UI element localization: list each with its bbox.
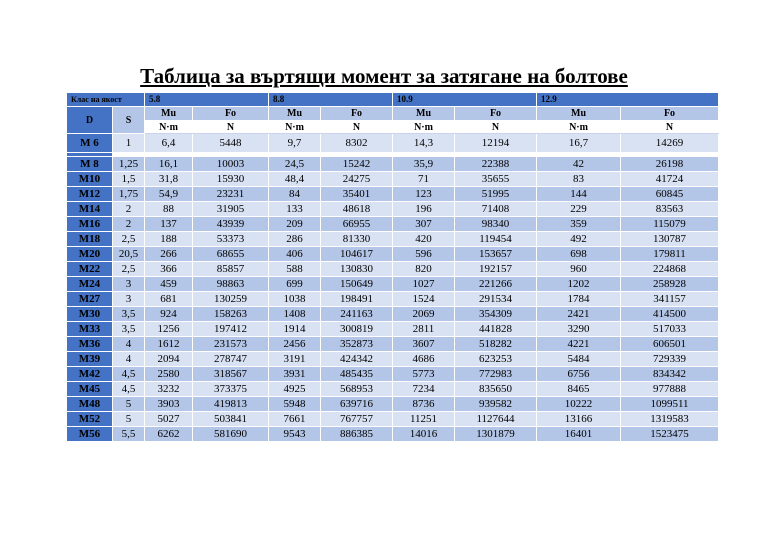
cell-mu-8-8: 7661 xyxy=(269,412,321,427)
header-mu-10-9: Mu xyxy=(393,107,455,121)
cell-mu-5-8: 2094 xyxy=(145,352,193,367)
cell-fo-10-9: 119454 xyxy=(455,232,537,247)
cell-mu-5-8: 6,4 xyxy=(145,134,193,153)
cell-fo-5-8: 10003 xyxy=(193,157,269,172)
cell-s: 1,5 xyxy=(113,172,145,187)
cell-fo-10-9: 354309 xyxy=(455,307,537,322)
cell-mu-12-9: 492 xyxy=(537,232,621,247)
cell-fo-8-8: 81330 xyxy=(321,232,393,247)
cell-fo-12-9: 1319583 xyxy=(621,412,719,427)
cell-mu-8-8: 1038 xyxy=(269,292,321,307)
unit-mu-12-9: N·m xyxy=(537,121,621,134)
cell-fo-10-9: 518282 xyxy=(455,337,537,352)
cell-fo-12-9: 606501 xyxy=(621,337,719,352)
cell-s: 20,5 xyxy=(113,247,145,262)
cell-s: 3,5 xyxy=(113,322,145,337)
cell-fo-10-9: 1301879 xyxy=(455,427,537,442)
cell-s: 5 xyxy=(113,397,145,412)
cell-mu-5-8: 266 xyxy=(145,247,193,262)
cell-fo-12-9: 729339 xyxy=(621,352,719,367)
cell-fo-10-9: 98340 xyxy=(455,217,537,232)
cell-mu-10-9: 4686 xyxy=(393,352,455,367)
cell-s: 4 xyxy=(113,337,145,352)
cell-mu-8-8: 9,7 xyxy=(269,134,321,153)
page-title xyxy=(0,64,768,88)
cell-fo-5-8: 373375 xyxy=(193,382,269,397)
cell-mu-5-8: 366 xyxy=(145,262,193,277)
class-10-9: 10.9 xyxy=(393,93,537,107)
header-fo-10-9: Fo xyxy=(455,107,537,121)
cell-mu-8-8: 588 xyxy=(269,262,321,277)
cell-fo-10-9: 772983 xyxy=(455,367,537,382)
cell-fo-10-9: 291534 xyxy=(455,292,537,307)
cell-mu-12-9: 359 xyxy=(537,217,621,232)
cell-mu-10-9: 5773 xyxy=(393,367,455,382)
cell-mu-10-9: 14,3 xyxy=(393,134,455,153)
cell-mu-5-8: 2580 xyxy=(145,367,193,382)
cell-fo-12-9: 83563 xyxy=(621,202,719,217)
cell-mu-10-9: 596 xyxy=(393,247,455,262)
cell-s: 3 xyxy=(113,292,145,307)
cell-mu-12-9: 42 xyxy=(537,157,621,172)
table-row xyxy=(67,427,719,442)
header-d: D xyxy=(67,107,113,134)
cell-mu-10-9: 820 xyxy=(393,262,455,277)
cell-s: 4,5 xyxy=(113,382,145,397)
cell-fo-12-9: 517033 xyxy=(621,322,719,337)
cell-mu-10-9: 7234 xyxy=(393,382,455,397)
cell-mu-8-8: 24,5 xyxy=(269,157,321,172)
cell-mu-5-8: 924 xyxy=(145,307,193,322)
cell-size: M12 xyxy=(67,187,113,202)
cell-mu-10-9: 11251 xyxy=(393,412,455,427)
unit-fo-8-8: N xyxy=(321,121,393,134)
cell-fo-10-9: 192157 xyxy=(455,262,537,277)
unit-mu-10-9: N·m xyxy=(393,121,455,134)
cell-mu-12-9: 1202 xyxy=(537,277,621,292)
cell-s: 3,5 xyxy=(113,307,145,322)
cell-fo-10-9: 153657 xyxy=(455,247,537,262)
cell-s: 5 xyxy=(113,412,145,427)
torque-table xyxy=(66,92,719,442)
cell-fo-12-9: 60845 xyxy=(621,187,719,202)
cell-mu-10-9: 2811 xyxy=(393,322,455,337)
cell-fo-5-8: 581690 xyxy=(193,427,269,442)
cell-fo-5-8: 318567 xyxy=(193,367,269,382)
cell-fo-12-9: 26198 xyxy=(621,157,719,172)
cell-size: M20 xyxy=(67,247,113,262)
cell-mu-10-9: 123 xyxy=(393,187,455,202)
cell-mu-8-8: 3191 xyxy=(269,352,321,367)
cell-mu-12-9: 1784 xyxy=(537,292,621,307)
cell-mu-12-9: 13166 xyxy=(537,412,621,427)
cell-fo-5-8: 419813 xyxy=(193,397,269,412)
cell-s: 1,75 xyxy=(113,187,145,202)
cell-mu-10-9: 1524 xyxy=(393,292,455,307)
cell-size: M10 xyxy=(67,172,113,187)
cell-fo-10-9: 623253 xyxy=(455,352,537,367)
cell-mu-5-8: 3232 xyxy=(145,382,193,397)
table-row xyxy=(67,277,719,292)
cell-mu-10-9: 8736 xyxy=(393,397,455,412)
table-row xyxy=(67,292,719,307)
cell-fo-12-9: 1523475 xyxy=(621,427,719,442)
cell-fo-5-8: 197412 xyxy=(193,322,269,337)
cell-mu-12-9: 16401 xyxy=(537,427,621,442)
cell-mu-8-8: 9543 xyxy=(269,427,321,442)
table-row xyxy=(67,217,719,232)
cell-mu-5-8: 459 xyxy=(145,277,193,292)
header-mu-12-9: Mu xyxy=(537,107,621,121)
cell-mu-10-9: 3607 xyxy=(393,337,455,352)
table-row xyxy=(67,232,719,247)
cell-fo-5-8: 53373 xyxy=(193,232,269,247)
cell-mu-8-8: 1408 xyxy=(269,307,321,322)
cell-fo-8-8: 48618 xyxy=(321,202,393,217)
cell-fo-10-9: 441828 xyxy=(455,322,537,337)
cell-size: M36 xyxy=(67,337,113,352)
cell-fo-5-8: 23231 xyxy=(193,187,269,202)
cell-fo-8-8: 767757 xyxy=(321,412,393,427)
cell-fo-8-8: 424342 xyxy=(321,352,393,367)
cell-fo-10-9: 1127644 xyxy=(455,412,537,427)
cell-mu-8-8: 5948 xyxy=(269,397,321,412)
table-row xyxy=(67,397,719,412)
header-fo-5-8: Fo xyxy=(193,107,269,121)
cell-fo-8-8: 66955 xyxy=(321,217,393,232)
cell-mu-12-9: 144 xyxy=(537,187,621,202)
class-8-8: 8.8 xyxy=(269,93,393,107)
unit-fo-10-9: N xyxy=(455,121,537,134)
cell-fo-8-8: 198491 xyxy=(321,292,393,307)
cell-mu-12-9: 5484 xyxy=(537,352,621,367)
cell-mu-5-8: 88 xyxy=(145,202,193,217)
cell-s: 1 xyxy=(113,134,145,153)
table-row xyxy=(67,172,719,187)
cell-fo-8-8: 300819 xyxy=(321,322,393,337)
cell-fo-5-8: 68655 xyxy=(193,247,269,262)
cell-fo-10-9: 51995 xyxy=(455,187,537,202)
cell-size: M52 xyxy=(67,412,113,427)
cell-fo-8-8: 352873 xyxy=(321,337,393,352)
class-12-9: 12.9 xyxy=(537,93,719,107)
cell-mu-10-9: 307 xyxy=(393,217,455,232)
cell-size: M39 xyxy=(67,352,113,367)
table-row xyxy=(67,337,719,352)
cell-fo-5-8: 31905 xyxy=(193,202,269,217)
table-row xyxy=(67,412,719,427)
cell-fo-10-9: 71408 xyxy=(455,202,537,217)
header-fo-8-8: Fo xyxy=(321,107,393,121)
cell-fo-8-8: 35401 xyxy=(321,187,393,202)
cell-fo-8-8: 8302 xyxy=(321,134,393,153)
cell-mu-5-8: 681 xyxy=(145,292,193,307)
page-title-text: Таблица за въртящи момент за затягане на болтове xyxy=(140,64,628,88)
cell-size: M 8 xyxy=(67,157,113,172)
cell-mu-12-9: 6756 xyxy=(537,367,621,382)
cell-s: 2 xyxy=(113,202,145,217)
cell-fo-8-8: 24275 xyxy=(321,172,393,187)
cell-fo-12-9: 341157 xyxy=(621,292,719,307)
cell-fo-12-9: 414500 xyxy=(621,307,719,322)
cell-mu-12-9: 960 xyxy=(537,262,621,277)
cell-mu-8-8: 3931 xyxy=(269,367,321,382)
cell-fo-8-8: 568953 xyxy=(321,382,393,397)
cell-fo-12-9: 130787 xyxy=(621,232,719,247)
cell-fo-5-8: 85857 xyxy=(193,262,269,277)
cell-mu-12-9: 8465 xyxy=(537,382,621,397)
cell-size: M42 xyxy=(67,367,113,382)
cell-mu-12-9: 698 xyxy=(537,247,621,262)
class-5-8: 5.8 xyxy=(145,93,269,107)
cell-mu-12-9: 83 xyxy=(537,172,621,187)
unit-row xyxy=(67,121,719,134)
cell-fo-12-9: 41724 xyxy=(621,172,719,187)
cell-fo-8-8: 130830 xyxy=(321,262,393,277)
unit-mu-8-8: N·m xyxy=(269,121,321,134)
cell-fo-5-8: 5448 xyxy=(193,134,269,153)
cell-fo-5-8: 278747 xyxy=(193,352,269,367)
cell-mu-5-8: 6262 xyxy=(145,427,193,442)
cell-fo-8-8: 639716 xyxy=(321,397,393,412)
cell-size: M45 xyxy=(67,382,113,397)
cell-mu-12-9: 2421 xyxy=(537,307,621,322)
table-row xyxy=(67,262,719,277)
cell-mu-12-9: 4221 xyxy=(537,337,621,352)
cell-mu-8-8: 406 xyxy=(269,247,321,262)
cell-size: M24 xyxy=(67,277,113,292)
cell-mu-5-8: 1256 xyxy=(145,322,193,337)
cell-mu-12-9: 10222 xyxy=(537,397,621,412)
cell-fo-10-9: 835650 xyxy=(455,382,537,397)
cell-s: 1,25 xyxy=(113,157,145,172)
cell-mu-8-8: 2456 xyxy=(269,337,321,352)
cell-mu-5-8: 54,9 xyxy=(145,187,193,202)
table-row xyxy=(67,187,719,202)
cell-fo-5-8: 130259 xyxy=(193,292,269,307)
cell-mu-5-8: 1612 xyxy=(145,337,193,352)
cell-mu-5-8: 188 xyxy=(145,232,193,247)
cell-fo-8-8: 15242 xyxy=(321,157,393,172)
cell-fo-5-8: 43939 xyxy=(193,217,269,232)
cell-fo-10-9: 221266 xyxy=(455,277,537,292)
cell-mu-8-8: 209 xyxy=(269,217,321,232)
cell-fo-10-9: 939582 xyxy=(455,397,537,412)
cell-mu-5-8: 137 xyxy=(145,217,193,232)
table-row xyxy=(67,382,719,397)
cell-mu-8-8: 699 xyxy=(269,277,321,292)
cell-mu-10-9: 420 xyxy=(393,232,455,247)
cell-s: 4 xyxy=(113,352,145,367)
table-row xyxy=(67,247,719,262)
cell-fo-12-9: 14269 xyxy=(621,134,719,153)
cell-size: M27 xyxy=(67,292,113,307)
strength-class-label: Клас на якост xyxy=(67,93,145,107)
table-row xyxy=(67,202,719,217)
cell-fo-12-9: 834342 xyxy=(621,367,719,382)
cell-size: M18 xyxy=(67,232,113,247)
header-mu-8-8: Mu xyxy=(269,107,321,121)
cell-size: M16 xyxy=(67,217,113,232)
cell-fo-8-8: 241163 xyxy=(321,307,393,322)
header-fo-12-9: Fo xyxy=(621,107,719,121)
cell-fo-12-9: 977888 xyxy=(621,382,719,397)
cell-mu-10-9: 35,9 xyxy=(393,157,455,172)
column-header-row xyxy=(67,107,719,121)
cell-size: M30 xyxy=(67,307,113,322)
cell-fo-10-9: 35655 xyxy=(455,172,537,187)
cell-s: 2,5 xyxy=(113,262,145,277)
cell-mu-12-9: 3290 xyxy=(537,322,621,337)
table-row xyxy=(67,157,719,172)
header-s: S xyxy=(113,107,145,134)
cell-fo-12-9: 115079 xyxy=(621,217,719,232)
unit-fo-12-9: N xyxy=(621,121,719,134)
table-row xyxy=(67,322,719,337)
table-row xyxy=(67,352,719,367)
cell-fo-5-8: 503841 xyxy=(193,412,269,427)
table-row xyxy=(67,307,719,322)
cell-fo-12-9: 179811 xyxy=(621,247,719,262)
cell-mu-8-8: 1914 xyxy=(269,322,321,337)
cell-s: 4,5 xyxy=(113,367,145,382)
cell-mu-10-9: 2069 xyxy=(393,307,455,322)
header-mu-5-8: Mu xyxy=(145,107,193,121)
cell-fo-8-8: 150649 xyxy=(321,277,393,292)
cell-mu-10-9: 196 xyxy=(393,202,455,217)
cell-size: M33 xyxy=(67,322,113,337)
cell-mu-12-9: 229 xyxy=(537,202,621,217)
cell-size: M14 xyxy=(67,202,113,217)
unit-fo-5-8: N xyxy=(193,121,269,134)
cell-fo-5-8: 15930 xyxy=(193,172,269,187)
cell-s: 2,5 xyxy=(113,232,145,247)
cell-size: M48 xyxy=(67,397,113,412)
cell-s: 2 xyxy=(113,217,145,232)
table-row xyxy=(67,134,719,153)
cell-size: M56 xyxy=(67,427,113,442)
cell-fo-10-9: 12194 xyxy=(455,134,537,153)
cell-mu-12-9: 16,7 xyxy=(537,134,621,153)
cell-fo-8-8: 485435 xyxy=(321,367,393,382)
cell-mu-5-8: 31,8 xyxy=(145,172,193,187)
cell-fo-8-8: 886385 xyxy=(321,427,393,442)
cell-mu-8-8: 84 xyxy=(269,187,321,202)
cell-mu-10-9: 14016 xyxy=(393,427,455,442)
cell-fo-8-8: 104617 xyxy=(321,247,393,262)
strength-class-row xyxy=(67,93,719,107)
cell-fo-12-9: 1099511 xyxy=(621,397,719,412)
cell-fo-5-8: 98863 xyxy=(193,277,269,292)
cell-fo-12-9: 258928 xyxy=(621,277,719,292)
cell-fo-12-9: 224868 xyxy=(621,262,719,277)
cell-mu-10-9: 1027 xyxy=(393,277,455,292)
cell-size: M 6 xyxy=(67,134,113,153)
cell-mu-10-9: 71 xyxy=(393,172,455,187)
cell-mu-8-8: 133 xyxy=(269,202,321,217)
cell-s: 5,5 xyxy=(113,427,145,442)
cell-fo-5-8: 158263 xyxy=(193,307,269,322)
cell-size: M22 xyxy=(67,262,113,277)
unit-mu-5-8: N·m xyxy=(145,121,193,134)
cell-s: 3 xyxy=(113,277,145,292)
cell-mu-5-8: 5027 xyxy=(145,412,193,427)
cell-mu-8-8: 4925 xyxy=(269,382,321,397)
cell-fo-5-8: 231573 xyxy=(193,337,269,352)
cell-fo-10-9: 22388 xyxy=(455,157,537,172)
cell-mu-5-8: 3903 xyxy=(145,397,193,412)
cell-mu-8-8: 48,4 xyxy=(269,172,321,187)
cell-mu-8-8: 286 xyxy=(269,232,321,247)
table-row xyxy=(67,367,719,382)
cell-mu-5-8: 16,1 xyxy=(145,157,193,172)
